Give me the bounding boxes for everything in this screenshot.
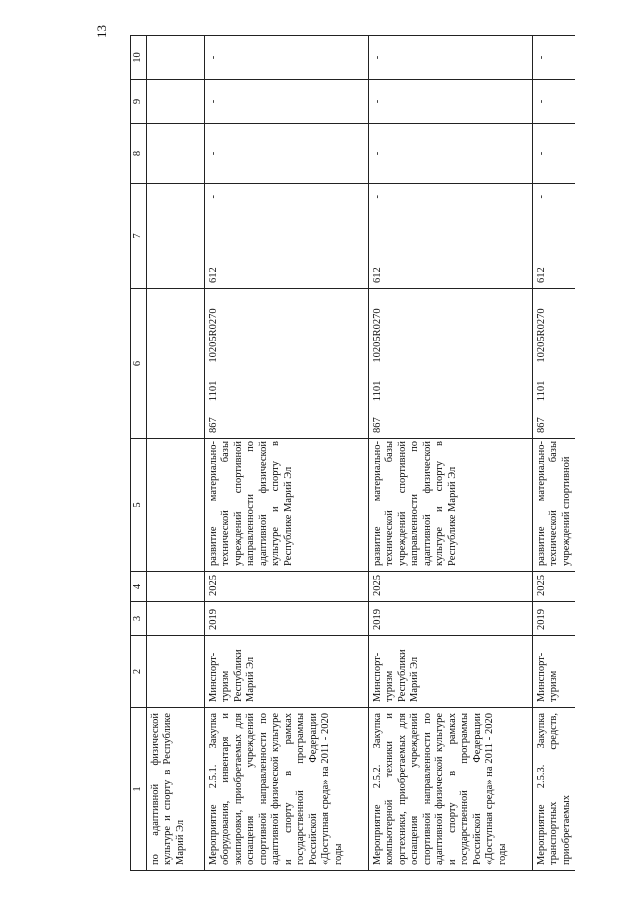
table-row: [532, 36, 575, 871]
rz-code: 1101: [371, 380, 383, 402]
value-col7: -: [371, 195, 383, 199]
header-cell-2: 2: [131, 636, 147, 708]
header-cell-1: 1: [131, 708, 147, 871]
csr-code: 10205R0270: [371, 308, 383, 363]
end-year-cell: 2025: [204, 572, 368, 602]
table-row: [368, 36, 532, 871]
csr-code: 10205R0270: [535, 308, 547, 363]
grbs-code: 867: [371, 417, 383, 433]
header-cell-9: 9: [131, 80, 147, 124]
end-year-cell: 2025: [368, 572, 532, 602]
executor-cell: Минспорт-туризм: [532, 636, 575, 708]
start-year-cell: 2019: [368, 602, 532, 636]
value-col9: -: [204, 80, 368, 124]
header-cell-10: 10: [131, 36, 147, 80]
header-cell-3: 3: [131, 602, 147, 636]
continuation-cell-text: по адаптивной физической культуре и спорту в Республике Марий Эл: [146, 708, 204, 871]
grbs-code: 867: [535, 417, 547, 433]
budget-code-cell: [368, 289, 532, 439]
measure-name-cell: Мероприятие 2.5.1. Закупка оборудования, инвентаря и экипировки, приобретаемых для оснащения учреждений спортивной направленности по адаптивной физической культуре и спорту в рамках государственной программы Российской Федерации «Доступная среда» на 2011 - 2020 годы: [204, 708, 368, 871]
rotated-table-container: [130, 36, 620, 871]
executor-cell: Минспорт-туризм Республики Марий Эл: [204, 636, 368, 708]
vr-code-cell: [532, 184, 575, 289]
expected-result-cell: развитие материально-технической базы учреждений спортивной направленности по адаптивной физической культуре и спорту в Республике Марий Эл: [368, 439, 532, 572]
start-year-cell: 2019: [204, 602, 368, 636]
vr-code: 612: [371, 267, 383, 283]
value-col8: -: [204, 124, 368, 184]
end-year-cell: 2025: [532, 572, 575, 602]
budget-code-cell: [204, 289, 368, 439]
value-col9: -: [532, 80, 575, 124]
table-row: [204, 36, 368, 871]
rz-code: 1101: [207, 380, 219, 402]
table-row-continuation: [146, 36, 204, 871]
value-col10: -: [204, 36, 368, 80]
grbs-code: 867: [207, 417, 219, 433]
measure-name-cell: Мероприятие 2.5.2. Закупка компьютерной техники и оргтехники, приобретаемых для оснащения учреждений спортивной направленности по адаптивной физической культуре и спорту в рамках государственной программы Российской Федерации «Доступная среда» на 2011 - 2020 годы: [368, 708, 532, 871]
header-cell-8: 8: [131, 124, 147, 184]
value-col7: -: [535, 195, 547, 199]
budget-code-cell: [532, 289, 575, 439]
value-col8: -: [532, 124, 575, 184]
expected-result-cell: развитие материально-технической базы учреждений спортивной направленности по адаптивной физической культуре и спорту в Республике Марий Эл: [204, 439, 368, 572]
vr-code: 612: [207, 267, 219, 283]
header-cell-7: 7: [131, 184, 147, 289]
value-col10: -: [368, 36, 532, 80]
header-cell-5: 5: [131, 439, 147, 572]
value-col9: -: [368, 80, 532, 124]
value-col10: -: [532, 36, 575, 80]
header-row: [131, 36, 147, 871]
header-cell-6: 6: [131, 289, 147, 439]
rz-code: 1101: [535, 380, 547, 402]
executor-cell: Минспорт-туризм Республики Марий Эл: [368, 636, 532, 708]
measure-name-cell: Мероприятие 2.5.3. Закупка транспортных средств, приобретаемых: [532, 708, 575, 871]
vr-code: 612: [535, 267, 547, 283]
expected-result-cell: развитие материально-технической базы учреждений спортивной: [532, 439, 575, 572]
vr-code-cell: [368, 184, 532, 289]
value-col7: -: [207, 195, 219, 199]
value-col8: -: [368, 124, 532, 184]
program-measures-table: [130, 35, 575, 871]
start-year-cell: 2019: [532, 602, 575, 636]
vr-code-cell: [204, 184, 368, 289]
header-cell-4: 4: [131, 572, 147, 602]
csr-code: 10205R0270: [207, 308, 219, 363]
page-number: 13: [94, 25, 109, 38]
